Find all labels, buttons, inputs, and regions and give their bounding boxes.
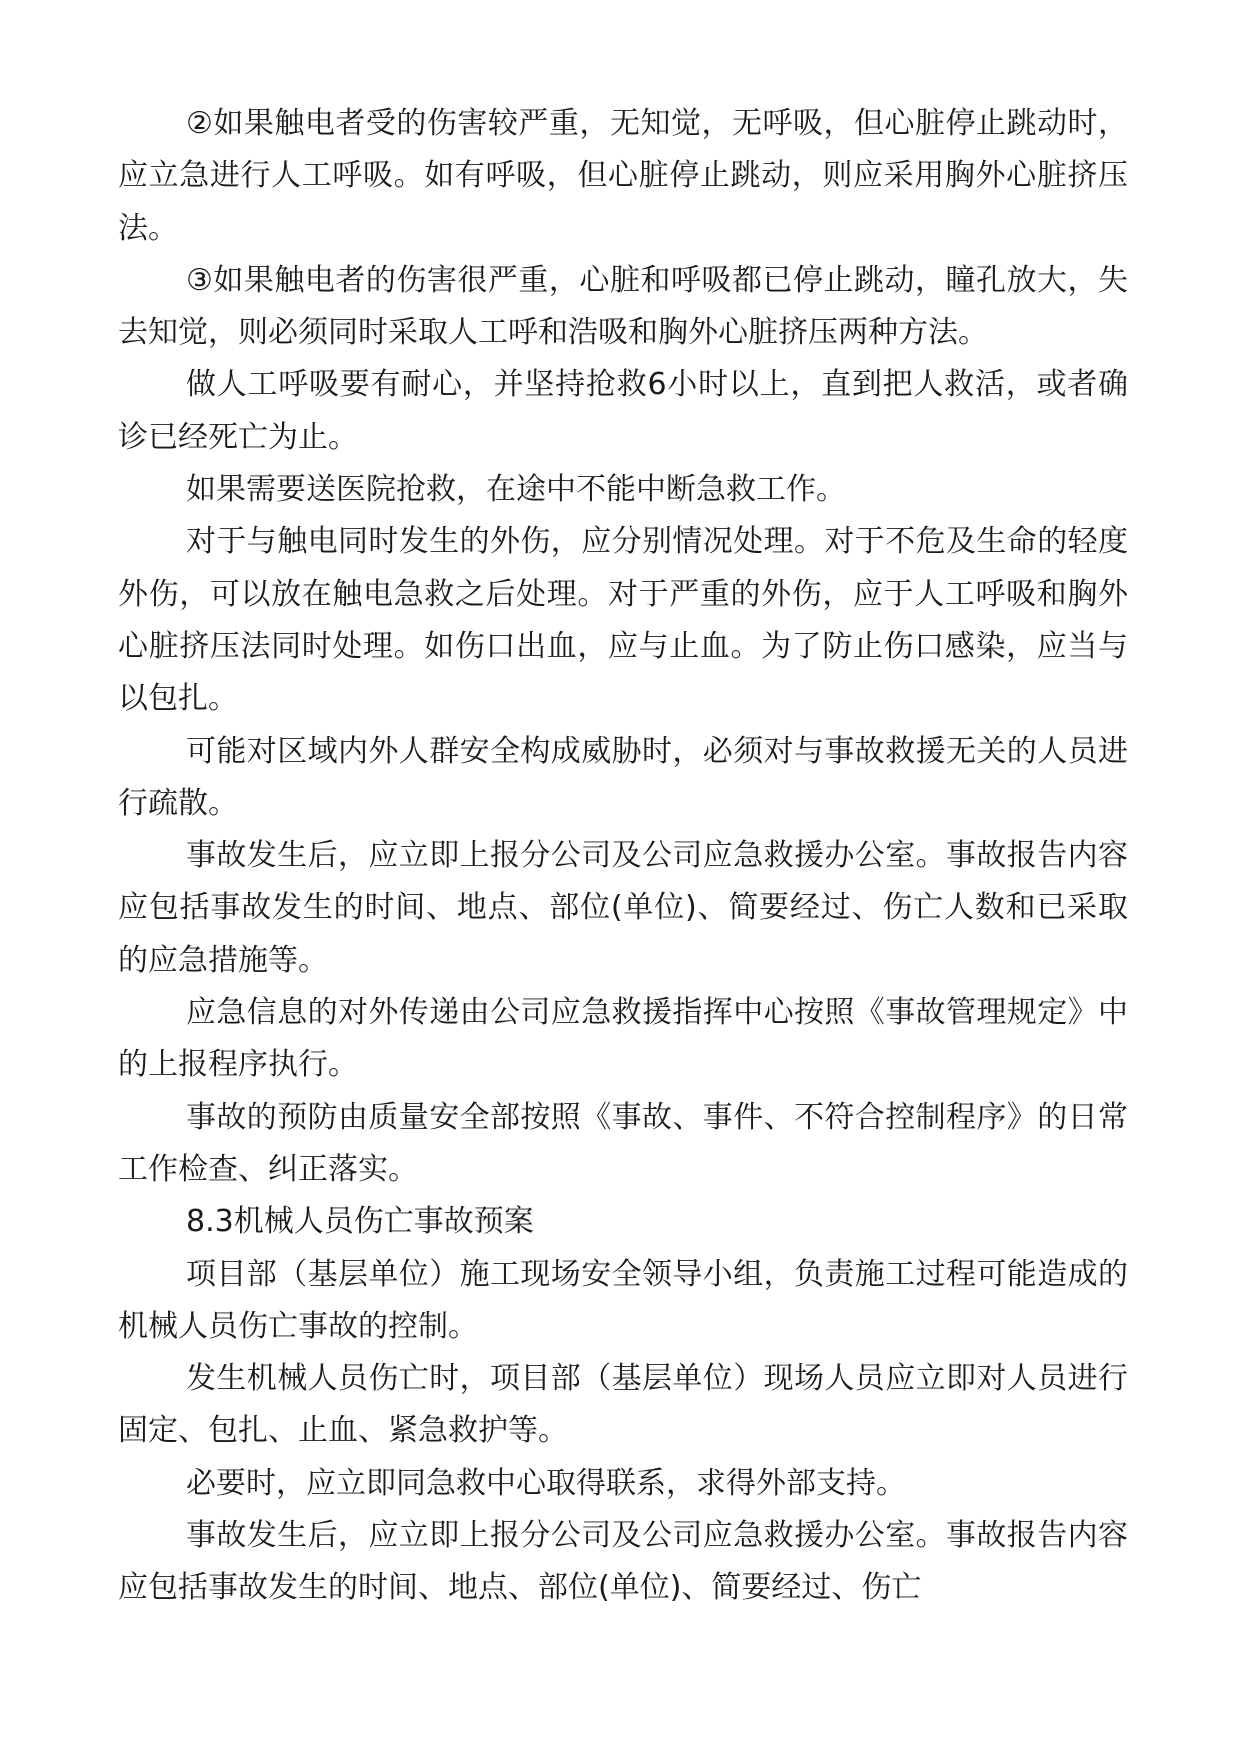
paragraph-evacuation: 可能对区域内外人群安全构成威胁时，必须对与事故救援无关的人员进行疏散。 bbox=[118, 733, 1128, 821]
paragraph-on-site-response: 发生机械人员伤亡时，项目部（基层单位）现场人员应立即对人员进行固定、包扎、止血、紧急救护等。 bbox=[118, 1361, 1128, 1449]
section-heading-8-3: 8.3机械人员伤亡事故预案 bbox=[186, 1204, 534, 1240]
paragraph-accident-report-2: 事故发生后，应立即上报分公司及公司应急救援办公室。事故报告内容应包括事故发生的时间、地点、部位(单位)、简要经过、伤亡 bbox=[118, 1518, 1128, 1606]
paragraph-hospital-transfer: 如果需要送医院抢救，在途中不能中断急救工作。 bbox=[186, 472, 846, 508]
paragraph-external-injuries: 对于与触电同时发生的外伤，应分别情况处理。对于不危及生命的轻度外伤，可以放在触电急救之后处理。对于严重的外伤，应于人工呼吸和胸外心脏挤压法同时处理。如伤口出血，应与止血。为了防止伤口感染，应当与以包扎。 bbox=[118, 524, 1128, 717]
paragraph-prevention: 事故的预防由质量安全部按照《事故、事件、不符合控制程序》的日常工作检查、纠正落实。 bbox=[118, 1099, 1128, 1187]
paragraph-external-communication: 应急信息的对外传递由公司应急救援指挥中心按照《事故管理规定》中的上报程序执行。 bbox=[118, 995, 1128, 1083]
paragraph-severe-injury: ③如果触电者的伤害很严重，心脏和呼吸都已停止跳动，瞳孔放大，失去知觉，则必须同时采取人工呼和浩吸和胸外心脏挤压两种方法。 bbox=[118, 262, 1128, 351]
paragraph-accident-report: 事故发生后，应立即上报分公司及公司应急救援办公室。事故报告内容应包括事故发生的时间、地点、部位(单位)、简要经过、伤亡人数和已采取的应急措施等。 bbox=[118, 838, 1128, 978]
document-body bbox=[118, 98, 1128, 1615]
paragraph-project-control: 项目部（基层单位）施工现场安全领导小组，负责施工过程可能造成的机械人员伤亡事故的控制。 bbox=[118, 1256, 1128, 1344]
paragraph-unconscious-no-breathing: ②如果触电者受的伤害较严重，无知觉，无呼吸，但心脏停止跳动时，应立急进行人工呼吸。如有呼吸，但心脏停止跳动，则应采用胸外心脏挤压法。 bbox=[118, 106, 1128, 246]
paragraph-artificial-respiration: 做人工呼吸要有耐心，并坚持抢救6小时以上，直到把人救活，或者确诊已经死亡为止。 bbox=[118, 367, 1128, 455]
paragraph-emergency-center: 必要时，应立即同急救中心取得联系，求得外部支持。 bbox=[186, 1465, 906, 1501]
